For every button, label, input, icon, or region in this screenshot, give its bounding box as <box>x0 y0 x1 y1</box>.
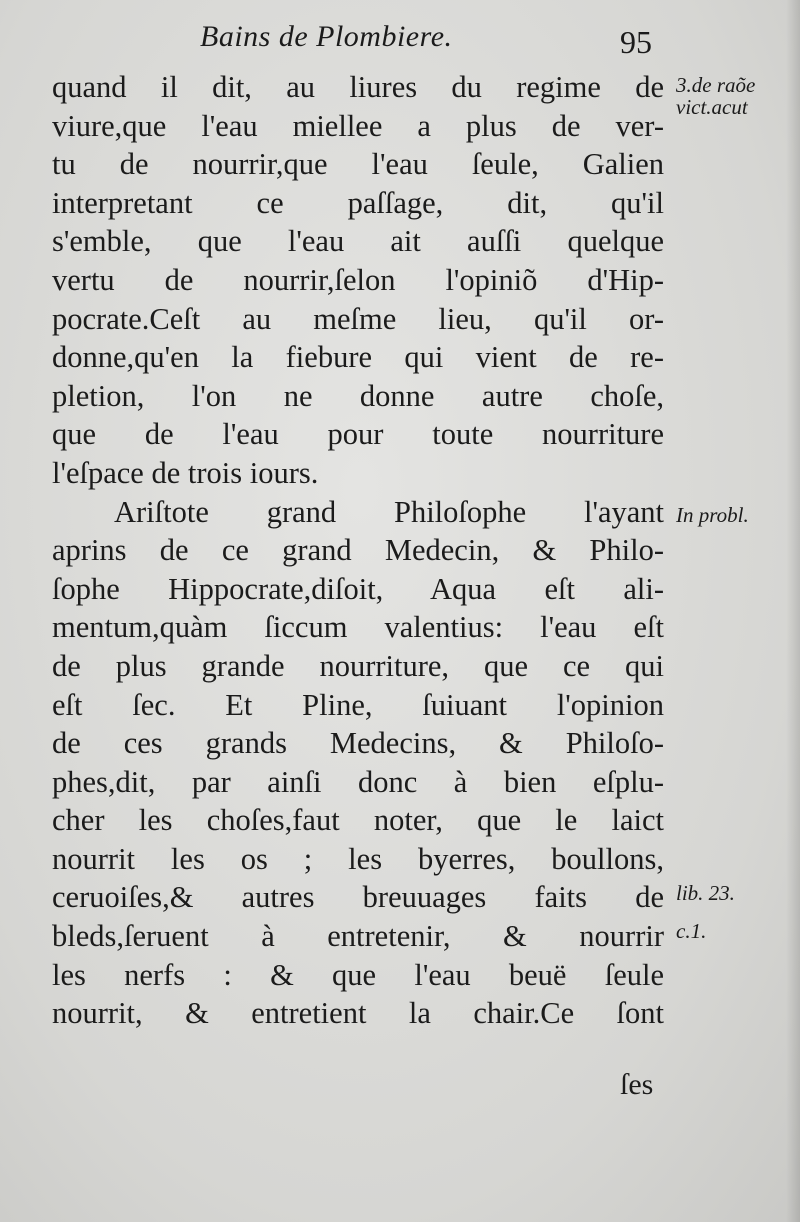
text-line: cher les choſes,faut noter, que le laict <box>52 803 664 838</box>
text-line: de ces grands Medecins, & Philoſo- <box>52 726 664 761</box>
margin-note-line: vict.acut <box>676 95 748 119</box>
text-line: mentum,quàm ſiccum valentius: l'eau eſt <box>52 610 664 645</box>
margin-note-line: In probl. <box>676 503 749 527</box>
text-line: l'eſpace de trois iours. <box>52 455 319 490</box>
text-line: quand il dit, au liures du regime de <box>52 70 664 104</box>
text-line: bleds,ſeruent à entretenir, & nourrir <box>52 919 664 954</box>
text-line: eſt ſec. Et Pline, ſuiuant l'opinion <box>52 687 664 722</box>
text-line: que de l'eau pour toute nourriture <box>52 417 664 452</box>
body-text <box>52 68 664 1033</box>
text-line: viure,que l'eau miellee a plus de ver- <box>52 108 664 143</box>
running-header-title: Bains de Plombiere. <box>200 20 453 53</box>
text-line: s'emble, que l'eau ait auſſi quelque <box>52 224 664 259</box>
text-line: nourrit, & entretient la chair.Ce ſont <box>52 996 664 1031</box>
text-line: pletion, l'on ne donne autre choſe, <box>52 378 664 413</box>
margin-note-line: 3.de raõe <box>676 73 756 97</box>
text-line: ſophe Hippocrate,diſoit, Aqua eſt ali- <box>52 571 664 606</box>
text-line: de plus grande nourriture, que ce qui <box>52 648 664 683</box>
text-line-paragraph-start: Ariſtote grand Philoſophe l'ayant <box>114 494 664 529</box>
margin-note-line: lib. 23. <box>676 881 735 905</box>
text-line: vertu de nourrir,ſelon l'opiniõ d'Hip- <box>52 262 664 297</box>
text-line: pocrate.Ceſt au meſme lieu, qu'il or- <box>52 301 664 336</box>
catchword: ſes <box>620 1068 654 1101</box>
text-line: donne,qu'en la fiebure qui vient de re- <box>52 340 664 375</box>
margin-note-regimen <box>676 74 800 118</box>
text-line: nourrit les os ; les byerres, boullons, <box>52 841 664 876</box>
margin-note-problems <box>676 504 800 526</box>
text-line: aprins de ce grand Medecin, & Philo- <box>52 533 664 568</box>
page-number: 95 <box>620 24 652 60</box>
text-line: phes,dit, par ainſi donc à bien eſplu- <box>52 764 664 799</box>
text-line: interpretant ce paſſage, dit, qu'il <box>52 185 664 220</box>
margin-note-line: c.1. <box>676 919 707 943</box>
text-line: ceruoiſes,& autres breuuages faits de <box>52 880 664 915</box>
margin-note-book <box>676 874 800 950</box>
text-line: tu de nourrir,que l'eau ſeule, Galien <box>52 147 664 182</box>
page-edge-shadow <box>786 0 800 1222</box>
text-line: les nerfs : & que l'eau beuë ſeule <box>52 957 664 992</box>
